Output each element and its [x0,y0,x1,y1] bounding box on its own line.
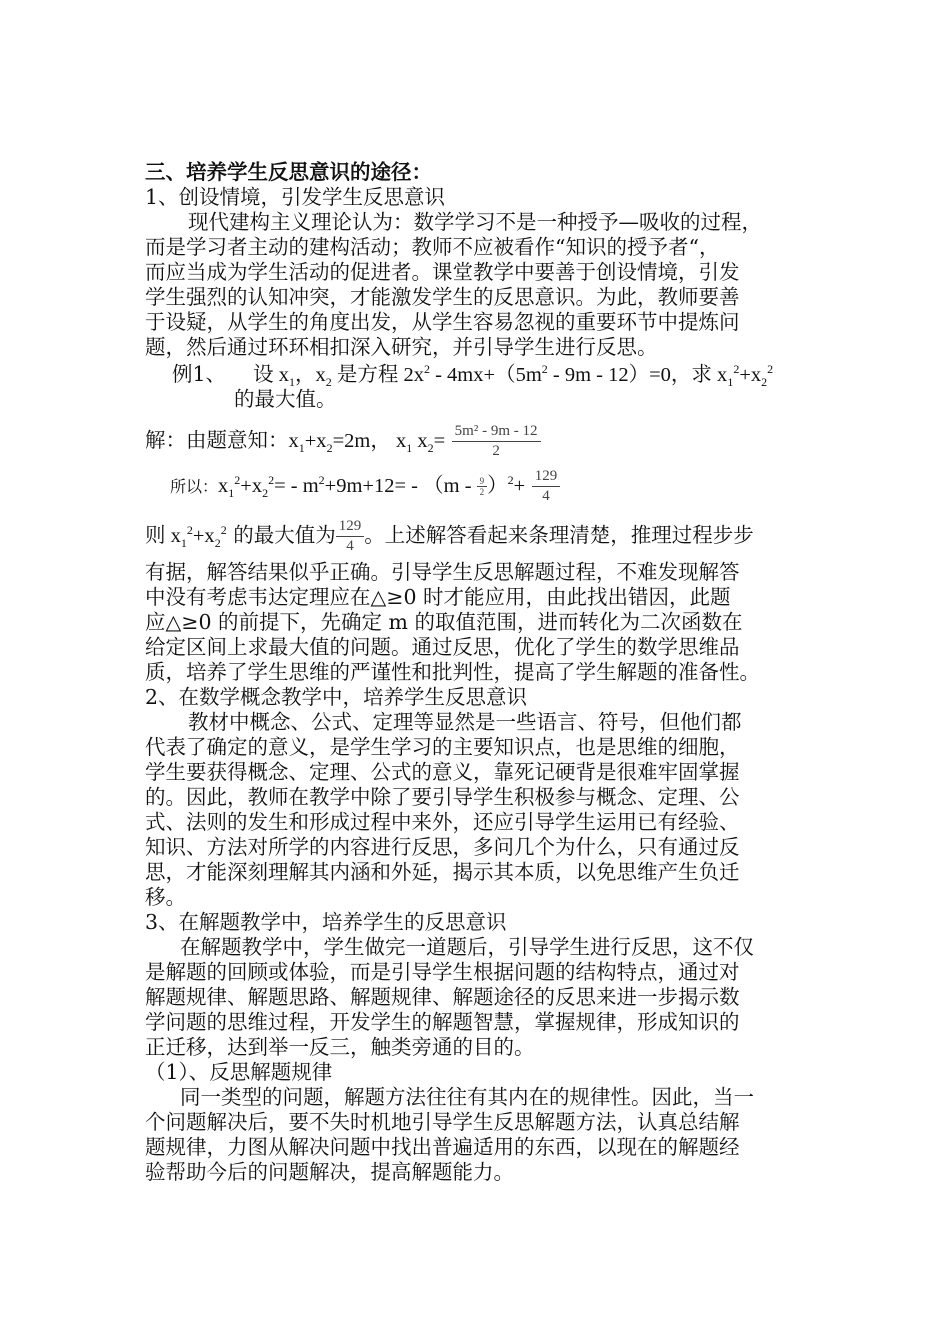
fraction-product: $\frac{\text{5m² - 9m - 12}}{2}$ [452,422,541,461]
s1-p1-line: 题，然后通过环环相扣深入研究，并引导学生进行反思。 [145,335,658,359]
conclusion-expr: 则 $x_1^2+x_2^2$ [145,523,227,551]
s2-p-line: 移。 [145,885,186,909]
s1-p2-line: 有据，解答结果似乎正确。引导学生反思解题过程，不难发现解答 [145,560,740,584]
s2-p-line: 知识、方法对所学的内容进行反思，多问几个为什么，只有通过反 [145,835,740,859]
s1-p1-line: 学生强烈的认知冲突，才能激发学生的反思意识。为此，教师要善 [145,285,740,309]
s2-p-line: 思，才能深刻理解其内涵和外延，揭示其本质，以免思维产生负迁 [145,860,740,884]
subsection-2-title: 2、在数学概念教学中，培养学生反思意识 [145,685,528,709]
s1-p1-line: 于设疑，从学生的角度出发，从学生容易忽视的重要环节中提炼问 [145,310,740,334]
example-1 [172,362,773,388]
s2-p-line: 的。因此，教师在教学中除了要引导学生积极参与概念、定理、公 [145,785,740,809]
s1-p2-line: 质，培养了学生思维的严谨性和批判性，提高了学生解题的准备性。 [145,660,760,684]
solution-text: 解：由题意知：$x_1+x_2=2m$， $x_1$ $x_2=$ [145,430,446,456]
s3-1-p-line: 个问题解决后，要不失时机地引导学生反思解题方法，认真总结解 [145,1110,740,1134]
s3-1-p-line: 验帮助今后的问题解决，提高解题能力。 [145,1160,514,1184]
fraction-half: $\frac{9}{2}$ [477,476,488,497]
example-text: 设 $x_1$，$x_2$ 是方程 $2x^2 - 4mx+(5m^2 - 9m - 12)=0$，求 $x_1^2+x_2^2$ [253,362,774,390]
conclusion-line: 则 $x_1^2+x_2^2$ 的最大值为 $\frac{129}{4}$ 。上述解答看起来条理清楚，推理过程步步 [145,518,754,554]
subsection-1-title: 1、创设情境，引发学生反思意识 [145,185,446,209]
s2-p-line: 学生要获得概念、定理、公式的意义，靠死记硬背是很难牢固掌握 [145,760,740,784]
s3-p-line: 是解题的回顾或体验，而是引导学生根据问题的结构特点，通过对 [145,960,740,984]
example-label: 例1、 [172,362,227,386]
so-prefix: 所以： [170,477,219,496]
so-expression: $x_1^2+x_2^2= - m^2+9m+12= - (m$ - [218,473,477,501]
fraction-129-4: $\frac{129}{4}$ [532,467,561,506]
s1-p1-line: 而是学习者主动的建构活动；教师不应被看作“知识的授予者“， [145,235,720,259]
s2-p-line: 教材中概念、公式、定理等显然是一些语言、符号，但他们都 [188,710,742,734]
s2-p-line: 式、法则的发生和形成过程中来外，还应引导学生运用已有经验、 [145,810,740,834]
fraction-max: $\frac{129}{4}$ [336,517,365,556]
solution-line [145,420,541,460]
subsection-3-title: 3、在解题教学中，培养学生的反思意识 [145,910,507,934]
s3-p-line: 正迁移，达到举一反三，触类旁通的目的。 [145,1035,535,1059]
s1-p1-line: 而应当成为学生活动的促进者。课堂教学中要善于创设情境，引发 [145,260,740,284]
s1-p2-line: 给定区间上求最大值的问题。通过反思，优化了学生的数学思维品 [145,635,740,659]
s1-p2-line: 应△≥0 的前提下，先确定 m 的取值范围，进而转化为二次函数在 [145,610,743,634]
example-line-2: 的最大值。 [234,387,337,411]
s3-p-line: 学问题的思维过程，开发学生的解题智慧，掌握规律，形成知识的 [145,1010,740,1034]
s3-1-p-line: 题规律，力图从解决问题中找出普遍适用的东西，以现在的解题经 [145,1135,740,1159]
subsection-3-1-title: （1）、反思解题规律 [145,1060,333,1084]
s3-p-line: 解题规律、解题思路、解题规律、解题途径的反思来进一步揭示数 [145,985,740,1009]
section-heading: 三、培养学生反思意识的途径： [145,160,432,184]
so-line: 所以：$x_1^2+x_2^2= - m^2+9m+12= - (m$ - $\frac{9}{2}$ ）$^2$+ $\frac{129}{4}$ [170,465,560,505]
s3-p-line: 在解题教学中，学生做完一道题后，引导学生进行反思，这不仅 [180,935,754,959]
s1-p1-line: 现代建构主义理论认为：数学学习不是一种授予—吸收的过程， [188,210,762,234]
s1-p2-line: 中没有考虑韦达定理应在△≥0 时才能应用，由此找出错因，此题 [145,585,731,609]
s3-1-p-line: 同一类型的问题，解题方法往往有其内在的规律性。因此，当一 [180,1085,754,1109]
s2-p-line: 代表了确定的意义，是学生学习的主要知识点，也是思维的细胞， [145,735,740,759]
